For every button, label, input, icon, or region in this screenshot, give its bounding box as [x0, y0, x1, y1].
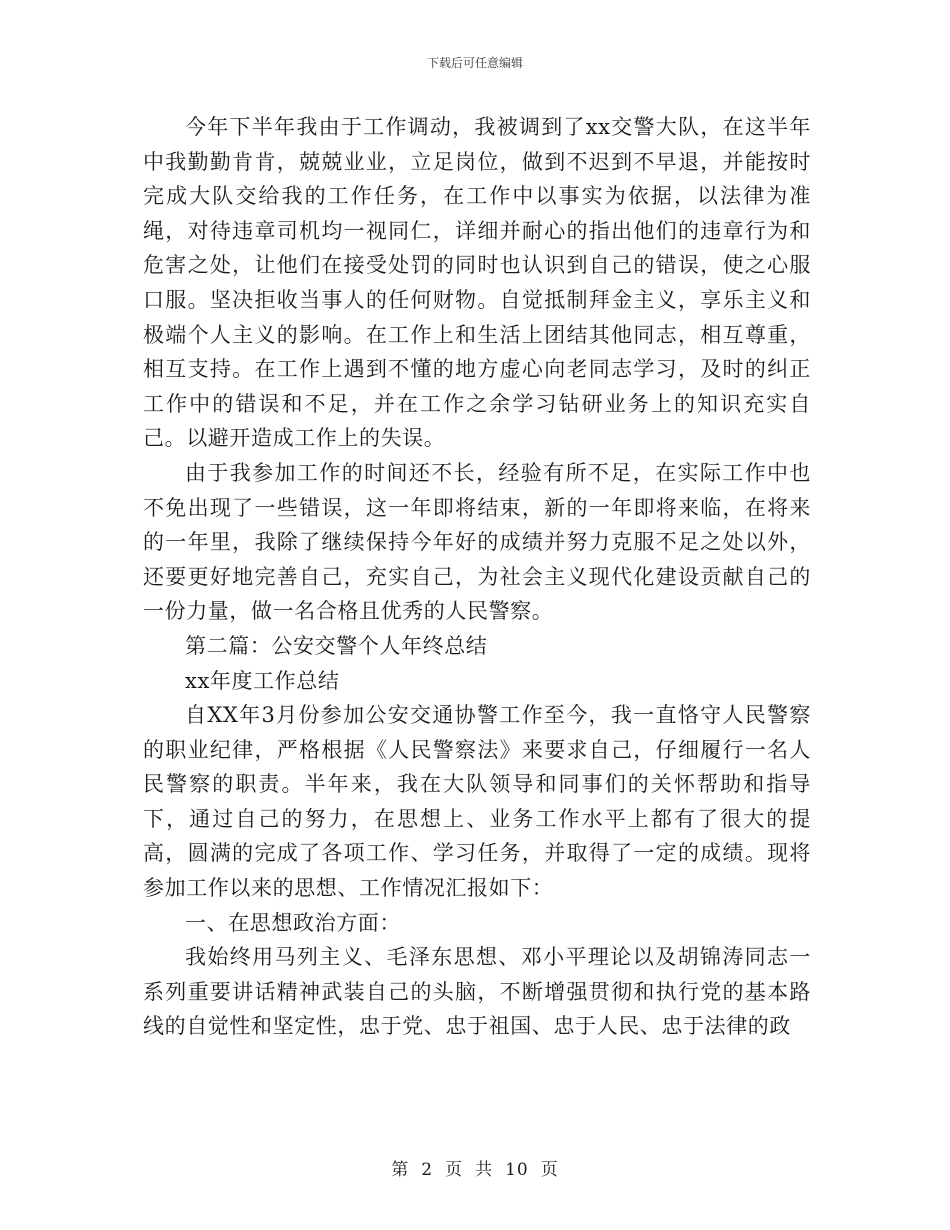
- subsection-title: xx年度工作总结: [185, 668, 340, 693]
- footer-prefix: 第: [391, 1160, 410, 1180]
- paragraph: 自XX年3月份参加公安交通协警工作至今，我一直恪守人民警察的职业纪律，严格根据《人民警察法》来要求自己，仔细履行一名人民警察的职责。半年来，我在大队领导和同事们的关怀帮助和指导下，通过自己的努力，在思想上、业务工作水平上都有了很大的提高，圆满的完成了各项工作、学习任务，并取得了一定的成绩。现将参加工作以来的思想、工作情况汇报如下：: [143, 703, 811, 901]
- paragraph: 我始终用马列主义、毛泽东思想、邓小平理论以及胡锦涛同志一系列重要讲话精神武装自己的头脑，不断增强贯彻和执行党的基本路线的自觉性和坚定性，忠于党、忠于祖国、忠于人民、忠于法律的政: [143, 945, 811, 1039]
- header-note: 下载后可任意编辑: [426, 56, 523, 70]
- document-body: [143, 110, 811, 1044]
- page-number: 2: [421, 1160, 434, 1180]
- footer-total-word: 共: [475, 1160, 494, 1180]
- paragraph: 今年下半年我由于工作调动，我被调到了xx交警大队，在这半年中我勤勤肯肯，兢兢业业，立足岗位，做到不迟到不早退，并能按时完成大队交给我的工作任务，在工作中以事实为依据，以法律为准绳，对待违章司机均一视同仁，详细并耐心的指出他们的违章行为和危害之处，让他们在接受处罚的同时也认识到自己的错误，使之心服口服。坚决拒收当事人的任何财物。自觉抵制拜金主义，享乐主义和极端个人主义的影响。在工作上和生活上团结其他同志，相互尊重，相互支持。在工作上遇到不懂的地方虚心向老同志学习，及时的纠正工作中的错误和不足，并在工作之余学习钻研业务上的知识充实自己。以避开造成工作上的失误。: [143, 115, 811, 451]
- page-footer: [0, 1155, 950, 1180]
- section-title: 第二篇：公安交警个人年终总结: [185, 633, 488, 658]
- subheading: 一、在思想政治方面：: [185, 910, 401, 935]
- page-total: 10: [505, 1160, 529, 1180]
- footer-suffix: 页: [540, 1160, 559, 1180]
- footer-page-word: 页: [445, 1160, 464, 1180]
- paragraph: 由于我参加工作的时间还不长，经验有所不足，在实际工作中也不免出现了一些错误，这一年即将结束，新的一年即将来临，在将来的一年里，我除了继续保持今年好的成绩并努力克服不足之处以外，还要更好地完善自己，充实自己，为社会主义现代化建设贡献自己的一份力量，做一名合格且优秀的人民警察。: [143, 460, 811, 624]
